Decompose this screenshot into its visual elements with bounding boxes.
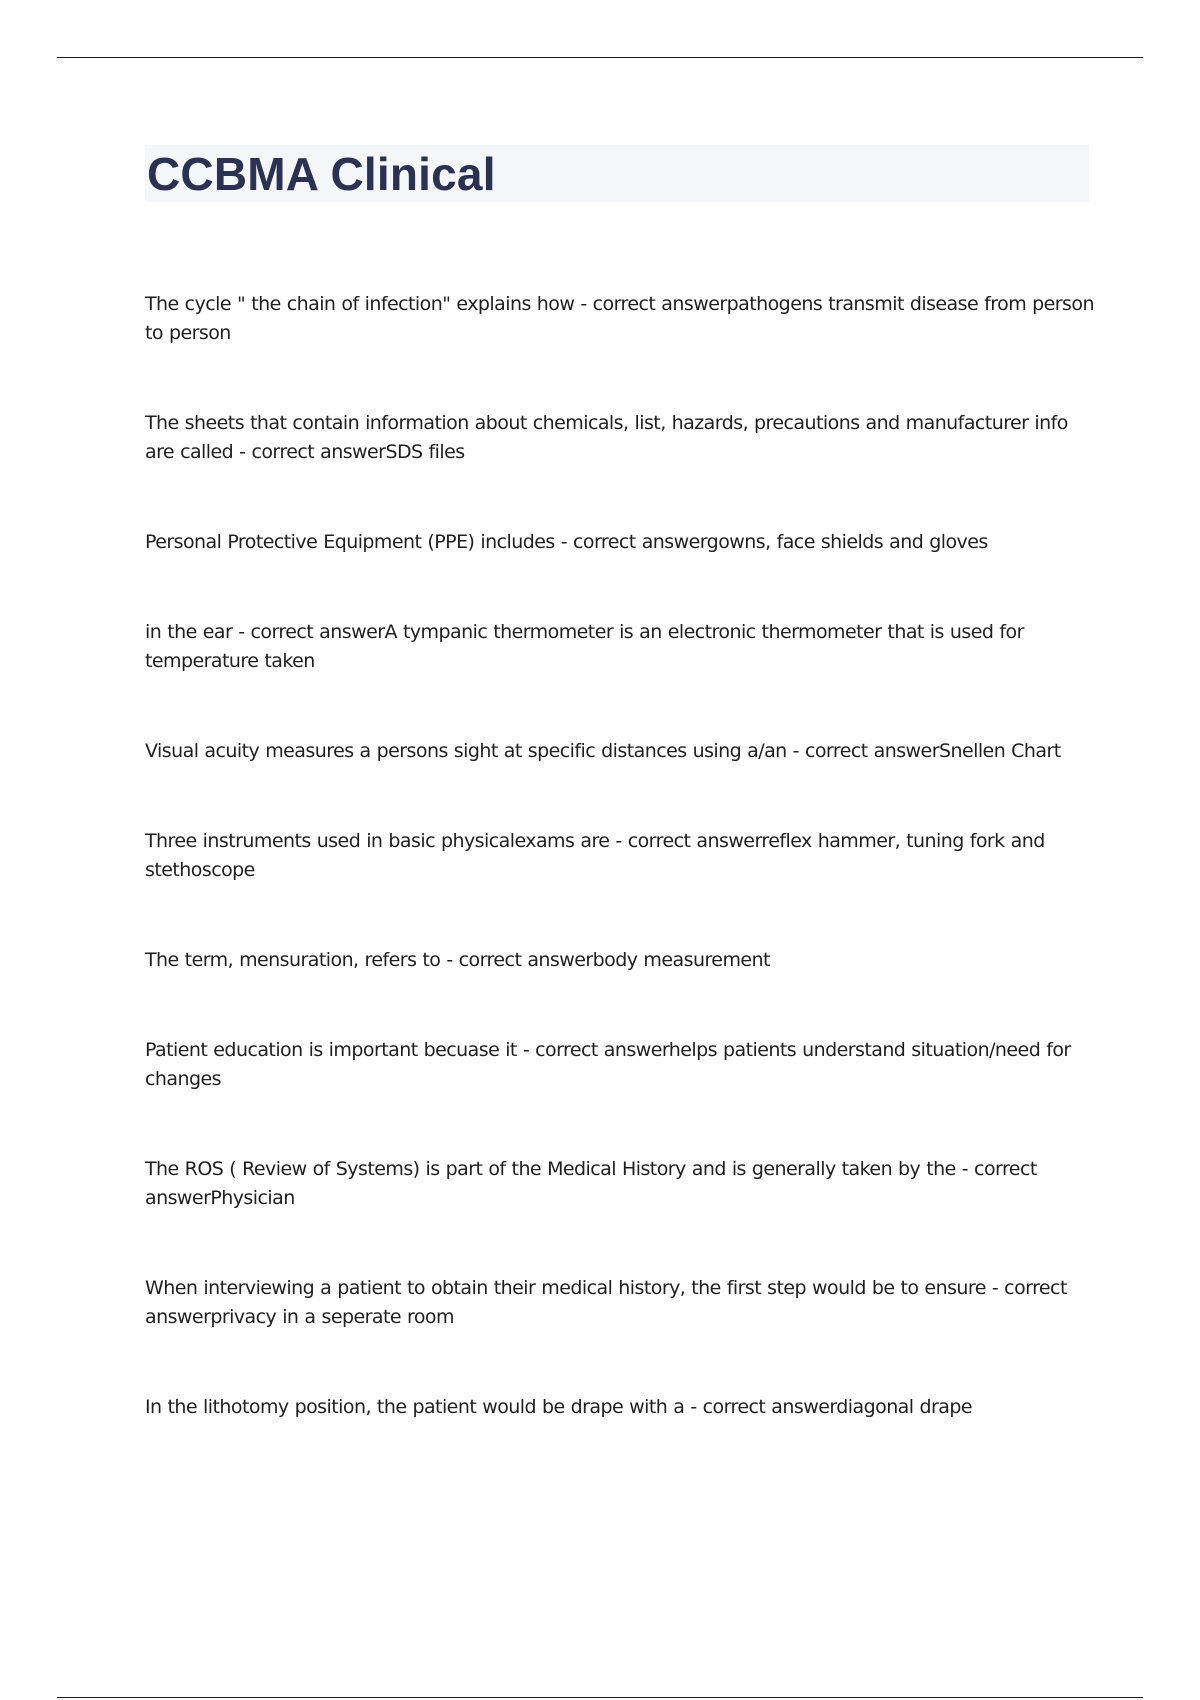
qa-item: Three instruments used in basic physicalexams are - correct answerreflex hammer, tuning fork and stethoscope [145,830,1045,881]
qa-item: The sheets that contain information about chemicals, list, hazards, precautions and manufacturer info are called - correct answerSDS files [145,412,1068,463]
title-band [145,145,1089,202]
qa-item: The cycle " the chain of infection" explains how - correct answerpathogens transmit disease from person to person [145,293,1094,344]
qa-item: in the ear - correct answerA tympanic thermometer is an electronic thermometer that is used for temperature taken [145,621,1024,672]
qa-item: When interviewing a patient to obtain their medical history, the first step would be to ensure - correct answerprivacy in a seperate room [145,1277,1067,1328]
qa-item: Visual acuity measures a persons sight at specific distances using a/an - correct answerSnellen Chart [145,740,1061,762]
qa-item: The term, mensuration, refers to - correct answerbody measurement [145,949,770,971]
qa-list [145,290,1095,1483]
qa-item: In the lithotomy position, the patient would be drape with a - correct answerdiagonal drape [145,1396,973,1418]
qa-item: Personal Protective Equipment (PPE) includes - correct answergowns, face shields and gloves [145,531,988,553]
page-title: CCBMA Clinical [147,148,496,200]
qa-item: The ROS ( Review of Systems) is part of the Medical History and is generally taken by the - correct answerPhysician [145,1158,1037,1209]
bottom-divider [57,1697,1143,1698]
top-divider [57,57,1143,58]
qa-item: Patient education is important becuase it - correct answerhelps patients understand situation/need for changes [145,1039,1071,1090]
